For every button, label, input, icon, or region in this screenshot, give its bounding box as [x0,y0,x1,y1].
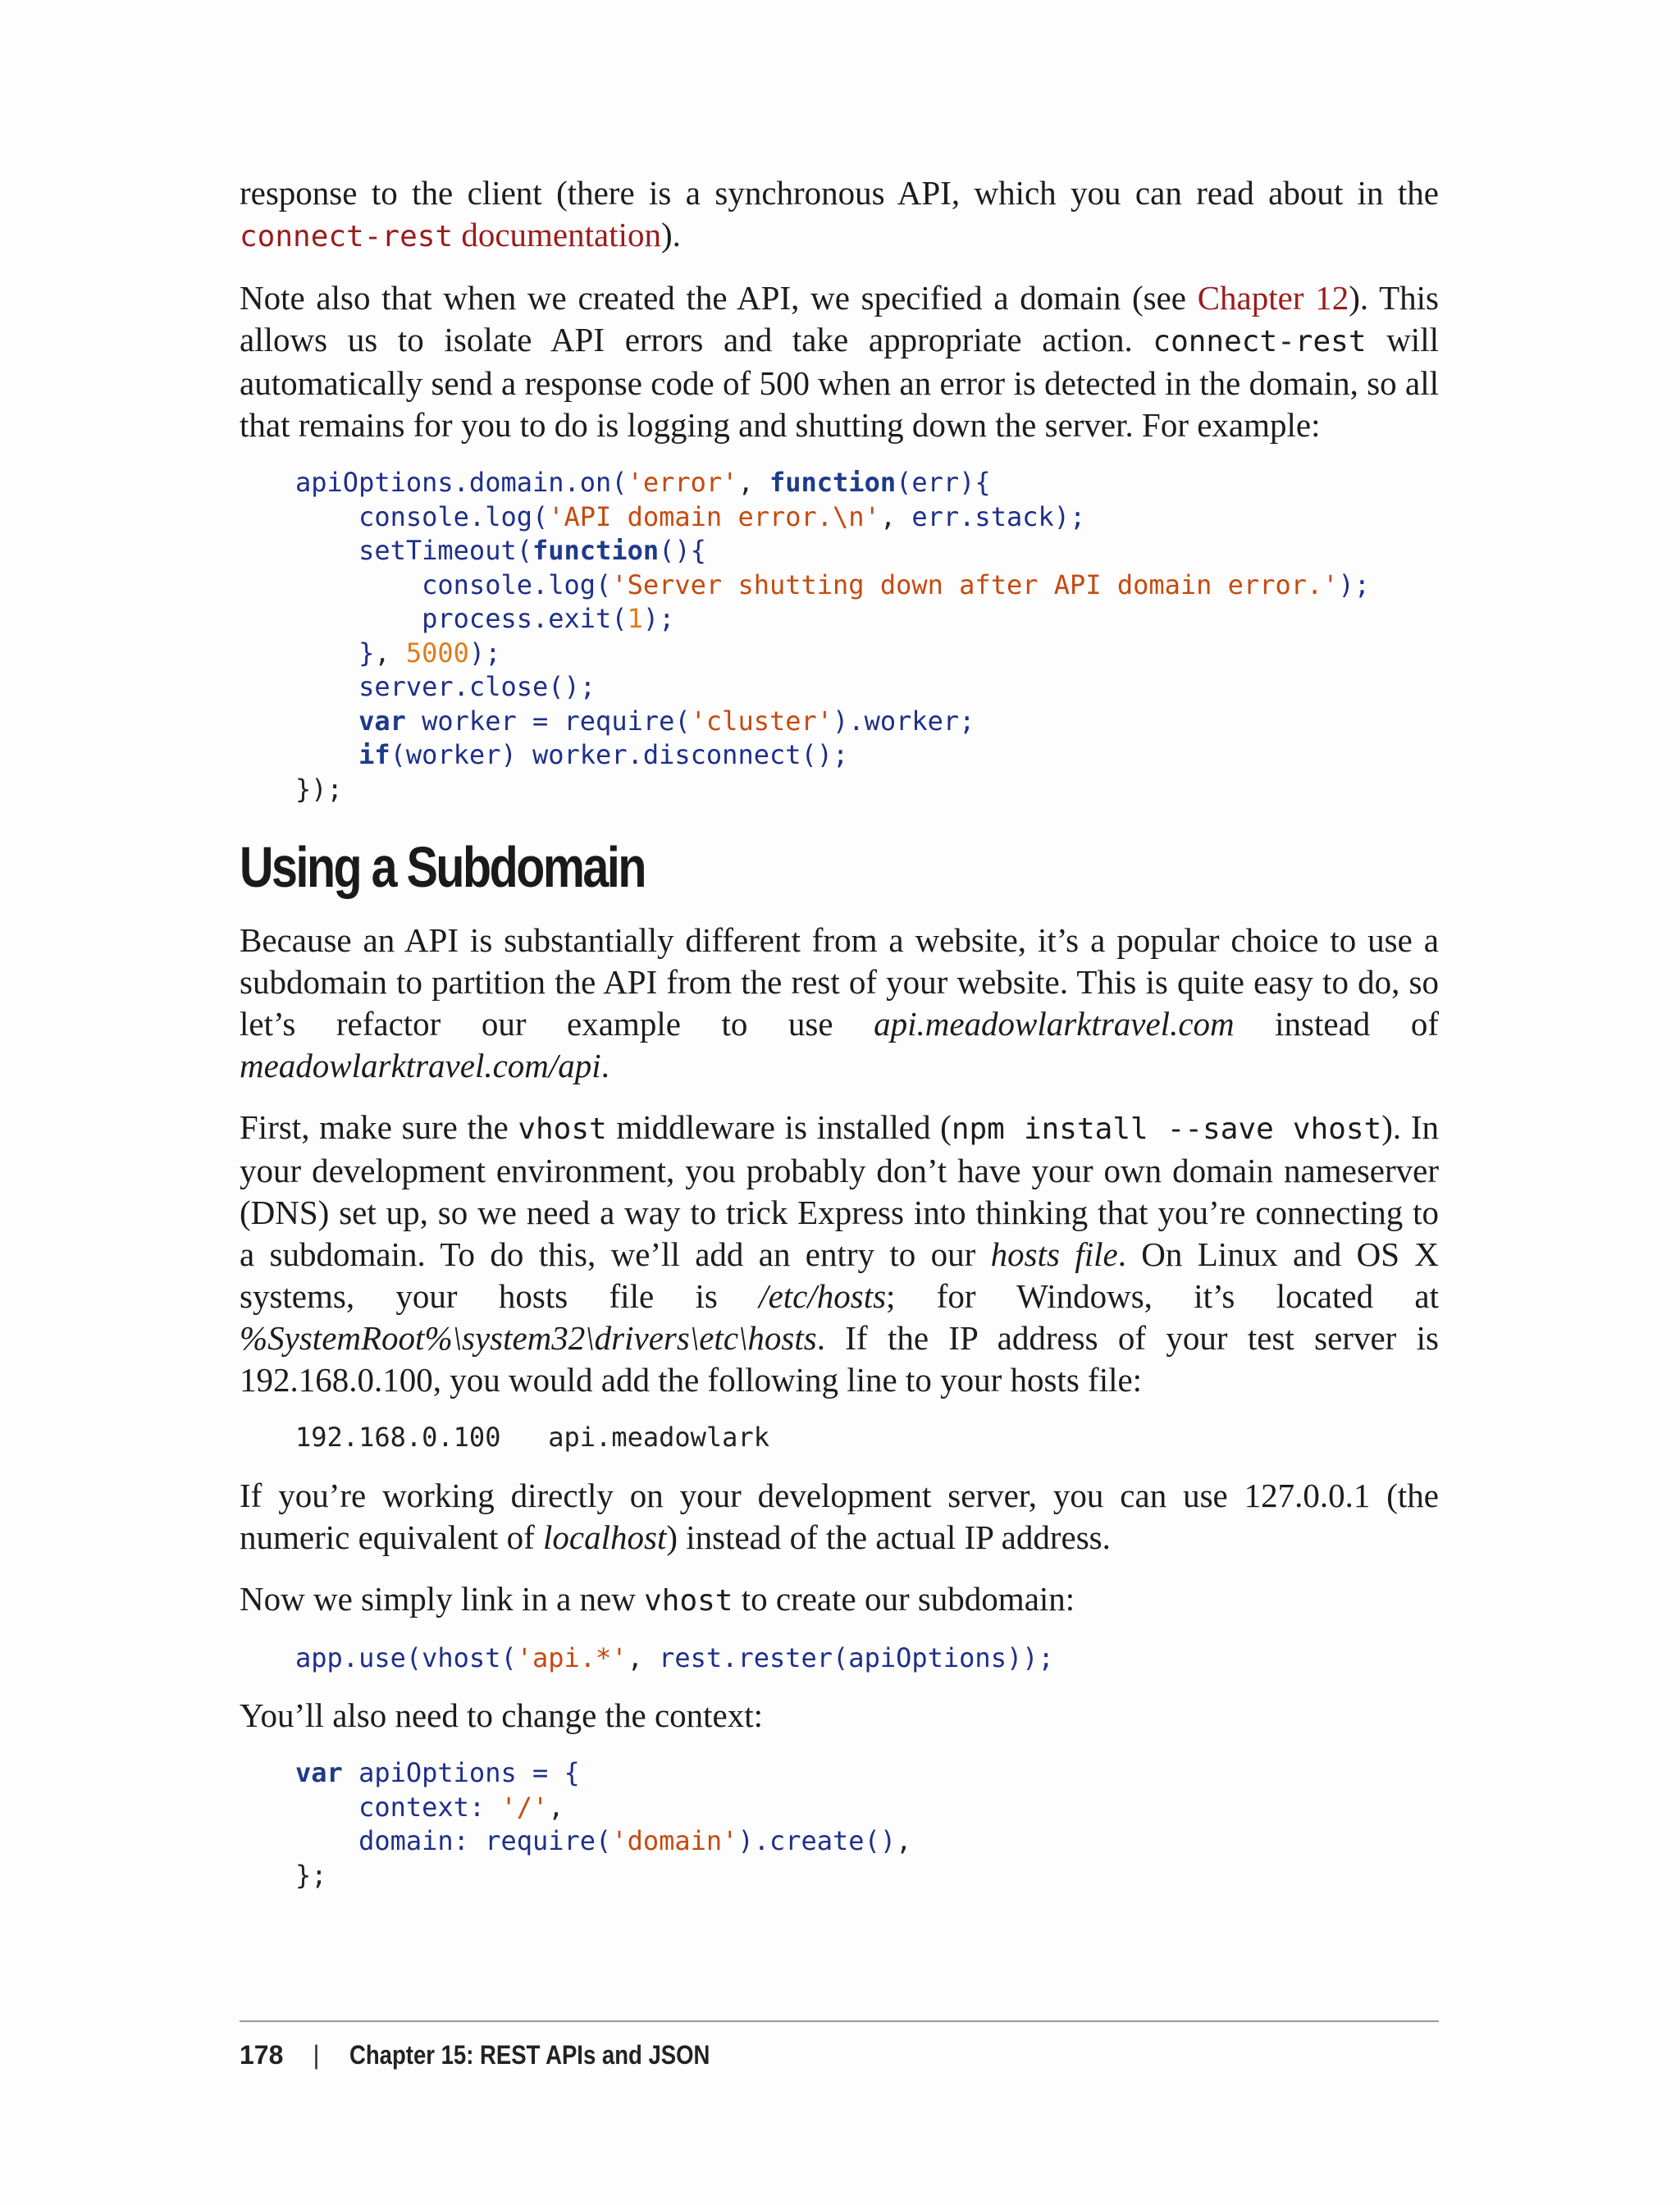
page-number: 178 [240,2040,284,2070]
paragraph-2: Note also that when we created the API, we specified a domain (see Chapter 12). This allows us to isolate API errors and take appropriate action. connect-rest will automatically send a response code of 500 when an error is detected in the domain, so all that remains for you to do is logging and shutting down the server. For example: [240,279,1439,444]
chapter-12-link[interactable]: Chapter 12 [1197,279,1349,317]
page-body [240,172,1439,1912]
footer-separator: | [313,2040,320,2070]
code-block-domain-error: apiOptions.domain.on('error', function(err){ console.log('API domain error.\n', err.stack); setTimeout(function(){ console.log('Server shutting down after API domain error.'); process.exit(1); }, 5000); server.close(); var worker = require('cluster').worker; if(worker) worker.disconnect(); }); [295,467,1371,805]
section-heading: Using a Subdomain [240,835,645,899]
chapter-title: Chapter 15: REST APIs and JSON [349,2040,710,2070]
page-footer [240,2020,1439,2070]
code-block-hosts: 192.168.0.100 api.meadowlark [295,1422,769,1453]
paragraph-4: First, make sure the vhost middleware is installed (npm install --save vhost). In your development environment, you probably don’t have your own domain nameserver (DNS) set up, so we need a way to trick Express into thinking that you’re connecting to a subdomain. To do this, we’ll add an entry to our hosts file. On Linux and OS X systems, your hosts file is /etc/hosts; for Windows, it’s located at %SystemRoot%\system32\drivers\etc\hosts. If the IP address of your test server is 192.168.0.100, you would add the following line to your hosts file: [240,1108,1439,1399]
documentation-link[interactable]: documentation [453,216,662,253]
code-block-vhost: app.use(vhost('api.*', rest.rester(apiOptions)); [295,1641,1054,1673]
inline-code: connect-rest [1153,325,1367,358]
paragraph-3: Because an API is substantially different from a website, it’s a popular choice to use a subdomain to partition the API from the rest of your website. This is quite easy to do, so let’s refactor our example to use api.meadowlarktravel.com instead of meadowlarktravel.com/api. [240,921,1439,1084]
paragraph-5: If you’re working directly on your development server, you can use 127.0.0.1 (the numeric equivalent of localhost) instead of the actual IP address. [240,1476,1439,1556]
code-block-api-options: var apiOptions = { context: '/', domain: require('domain').create(), }; [295,1757,912,1891]
connect-rest-link-code[interactable]: connect-rest [240,220,454,253]
paragraph-1: response to the client (there is a synchronous API, which you can read about in the connect-rest documentation). [240,174,1439,253]
paragraph-6: Now we simply link in a new vhost to create our subdomain: [240,1579,1075,1618]
paragraph-7: You’ll also need to change the context: [240,1696,764,1734]
